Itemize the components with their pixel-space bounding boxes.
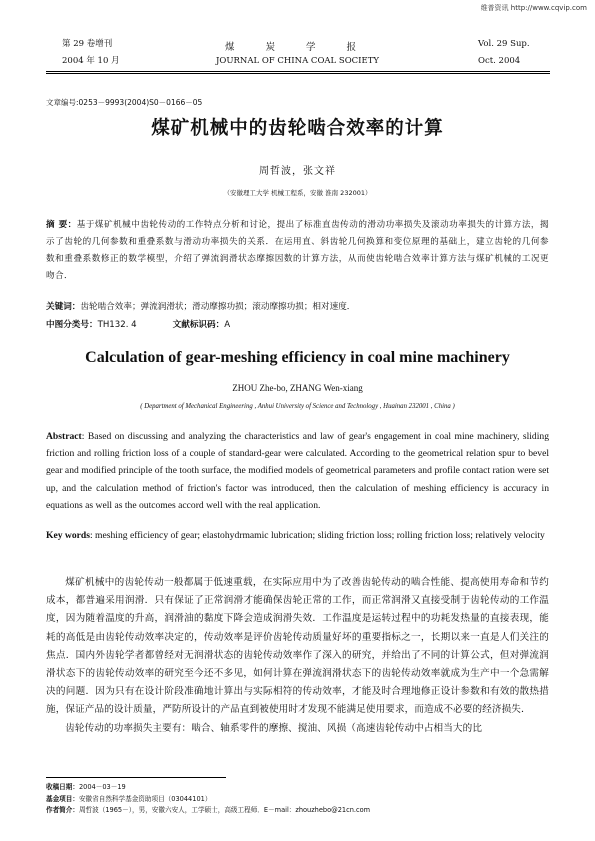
- journal-title-en: JOURNAL OF CHINA COAL SOCIETY: [215, 56, 380, 66]
- keywords-en: [46, 527, 549, 544]
- title-cn: 煤矿机械中的齿轮啮合效率的计算: [151, 118, 444, 139]
- watermark-text: 维普资讯 http://www.cqvip.com: [480, 4, 587, 12]
- authors-cn: 周哲波，张文祥: [259, 166, 336, 177]
- footnote-fund: [46, 794, 549, 806]
- doc-code-label: 文献标识码：: [172, 320, 225, 330]
- header-rule-top: [46, 71, 550, 72]
- received-label: 收稿日期：: [46, 783, 79, 791]
- keywords-en-label: Key words: [46, 530, 90, 541]
- abstract-en: [46, 428, 549, 514]
- keywords-cn-label: 关键词：: [46, 302, 81, 312]
- fund-text: 安徽省自然科学基金资助项目（03044101）: [78, 794, 212, 803]
- body-paragraph: 齿轮传动的功率损失主要有：啮合、轴系零件的摩擦、搅油、风损（高速齿轮传动中占相当大的比: [65, 722, 483, 734]
- author-bio-text: 周哲波（1965－），男，安徽六安人，工学硕士，高级工程师．E－mail：zhouzhebo@21cn.com: [78, 806, 371, 814]
- authors-en: ZHOU Zhe-bo, ZHANG Wen-xiang: [232, 383, 363, 393]
- article-number: 文章编号:0253－9993(2004)S0－0166－05: [46, 98, 203, 107]
- received-date: 2004－03－19: [78, 783, 126, 791]
- volume-cn: 第 29 卷增刊: [62, 39, 113, 49]
- classification-value: TH132. 4: [97, 320, 137, 330]
- author-bio-label: 作者简介：: [46, 806, 79, 814]
- classification-label: 中图分类号：: [46, 320, 98, 330]
- date-cn: 2004 年 10 月: [62, 56, 120, 66]
- volume-en: Vol. 29 Sup.: [478, 39, 530, 49]
- classification-line: [46, 318, 230, 330]
- affiliation-en: ( Department of Mechanical Engineering , Anhui University of Science and Technology , Huainan 232001 , China ): [140, 403, 455, 410]
- footnote-received: [46, 782, 549, 794]
- abstract-cn-text: 基于煤矿机械中齿轮传动的工作特点分析和讨论，提出了标准直齿传动的滑动功率损失及滚动功率损失的计算方法，揭示了齿轮的几何参数和重叠系数与滑动功率损失的关系．在运用直、斜齿轮几何换算和变位原理的基础上，建立齿轮的几何参数和重叠系数修正的数学模型，介绍了弹流润滑状态摩擦因数的计算方法，从而使齿轮啮合效率计算方法与煤矿机械的工况更吻合．: [46, 220, 549, 281]
- abstract-cn: [46, 217, 549, 285]
- footnote-author: [46, 805, 549, 817]
- abstract-en-label: Abstract: [46, 431, 82, 442]
- body-paragraph: 煤矿机械中的齿轮传动一般都属于低速重载，在实际应用中为了改善齿轮传动的啮合性能、提高使用寿命和节约成本，都普遍采用润滑．只有保证了正常润滑才能确保齿轮正常的工作，而正常润滑又直接受制于齿轮传动的工作温度，因为随着温度的升高，润滑油的黏度下降会造成润滑失效．工作温度是运转过程中的功耗发热量的直接表现，能耗的高低是由齿轮传动效率决定的，传动效率是评价齿轮传动质量好坏的重要指标之一，长期以来一直是人们关注的焦点．国内外齿轮学者都曾经对无润滑状态的齿轮传动效率作了深入的研究，并给出了不同的计算公式，但对弹流润滑状态下的齿轮传动效率的研究至今还不多见，如何计算在弹流润滑状态下的齿轮传动效率就成为生产中一个急需解决的问题．因为只有在设计阶段准确地计算出与实际相符的传动效率，才能及时合理地修正设计参数和有效的散热措施，保证产品的设计质量，严防所设计的产品直到被使用时才发现不能满足使用要求，而造成不必要的经济损失．: [46, 577, 549, 716]
- footnote-rule: [46, 777, 226, 778]
- title-en: Calculation of gear-meshing efficiency in coal mine machinery: [85, 349, 510, 366]
- keywords-cn-text: 齿轮啮合效率；弹流润滑状；滑动摩擦功损；滚动摩擦功损；相对速度．: [80, 302, 356, 312]
- doc-code-value: A: [224, 320, 231, 330]
- fund-label: 基金项目：: [46, 794, 79, 803]
- affiliation-cn: （安徽理工大学 机械工程系，安徽 淮南 232001）: [223, 189, 372, 197]
- abstract-cn-label: 摘 要：: [46, 220, 77, 230]
- keywords-cn: [46, 300, 549, 312]
- journal-title-cn: 煤 炭 学 报: [224, 42, 371, 53]
- footnotes: [46, 782, 549, 817]
- abstract-en-text: : Based on discussing and analyzing the characteristics and law of gear's engagement in coal mine machinery, sliding friction and rolling friction loss of a couple of standard-gear were calculated. According to the geometrical relation spur to bevel gear and modified principle of the tooth surface, the modified models of geometrical parameters and profile contact ration were set up, and the calculation method of friction's factor was introduced, then the calculation of meshing efficiency is accuracy in equations as well as the outcomes accord well with the real application.: [46, 431, 549, 511]
- header-rule-bottom: [46, 73, 550, 74]
- body-text: [46, 574, 549, 738]
- keywords-en-text: : meshing efficiency of gear; elastohydrmamic lubrication; sliding friction loss; rolling friction loss; relatively velocity: [89, 530, 545, 541]
- date-en: Oct. 2004: [478, 56, 521, 66]
